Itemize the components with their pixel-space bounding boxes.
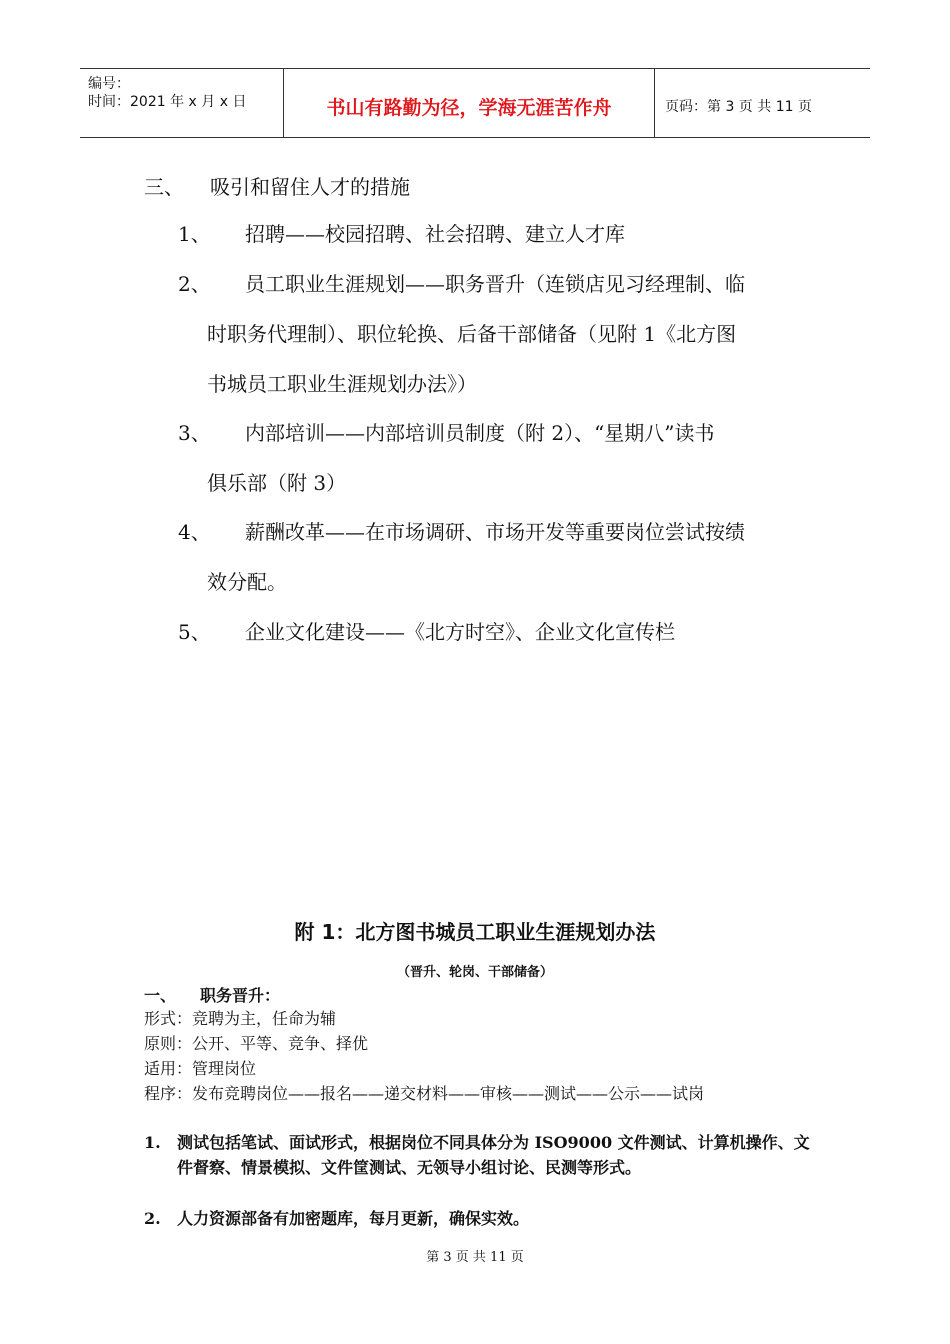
appendix-heading-number: 一、 [144, 986, 177, 1005]
appendix-numbered-item [144, 1130, 814, 1180]
header-page-cell [655, 69, 870, 137]
section-heading [144, 171, 410, 200]
header-motto: 书山有路勤为径，学海无涯苦作舟 [326, 97, 612, 119]
appendix-heading-text: 职务晋升： [200, 986, 281, 1005]
section-number: 三、 [144, 175, 184, 199]
page-footer: 第 3 页 共 11 页 [426, 1250, 524, 1265]
list-item [178, 607, 818, 657]
list-item-number: 3、 [178, 421, 211, 445]
list-item [178, 259, 818, 409]
list-item [178, 507, 818, 607]
list-item-continuation: 时职务代理制）、职位轮换、后备干部储备（见附 1《北方图 [207, 322, 737, 346]
appendix-item-text: 人力资源部备有加密题库，每月更新，确保实效。 [177, 1209, 530, 1228]
list-item-text: 企业文化建设——《北方时空》、企业文化宣传栏 [245, 620, 675, 644]
section-title: 吸引和留住人才的措施 [210, 175, 410, 199]
appendix-item-text: 测试包括笔试、面试形式，根据岗位不同具体分为 ISO9000 文件测试、计算机操作、文件督察、情景模拟、文件筐测试、无领导小组讨论、民测等形式。 [177, 1133, 810, 1177]
appendix-line-principle: 原则：公开、平等、竞争、择优 [144, 1034, 369, 1053]
appendix-line-scope: 适用：管理岗位 [144, 1059, 257, 1078]
appendix-subtitle: （晋升、轮岗、干部储备） [396, 965, 553, 980]
appendix-line-procedure: 程序：发布竞聘岗位——报名——递交材料——审核——测试——公示——试岗 [144, 1084, 705, 1103]
appendix-heading [144, 983, 280, 1006]
list-item-continuation: 书城员工职业生涯规划办法》） [207, 372, 477, 396]
appendix-item-number: 2. [144, 1209, 161, 1228]
list-item-text: 内部培训——内部培训员制度（附 2）、“星期八”读书 [245, 421, 715, 445]
list-item-continuation: 俱乐部（附 3） [207, 471, 347, 495]
appendix-line-form: 形式：竞聘为主，任命为辅 [144, 1009, 337, 1028]
list-item-number: 2、 [178, 272, 211, 296]
appendix-numbered-item [144, 1206, 814, 1231]
list-item-text: 员工职业生涯规划——职务晋升（连锁店见习经理制、临 [245, 272, 745, 296]
list-item-number: 4、 [178, 520, 211, 544]
appendix-title: 附 1：北方图书城员工职业生涯规划办法 [294, 920, 656, 944]
list-item-text: 招聘——校园招聘、社会招聘、建立人才库 [245, 222, 625, 246]
list-item-number: 5、 [178, 620, 211, 644]
header-page-info: 页码：第 3 页 共 11 页 [665, 99, 812, 115]
header-meta-cell [80, 69, 284, 137]
document-number-label: 编号： [88, 76, 130, 92]
list-item-text: 薪酬改革——在市场调研、市场开发等重要岗位尝试按绩 [245, 520, 745, 544]
header-motto-cell [284, 69, 655, 137]
list-item-number: 1、 [178, 222, 211, 246]
document-time-label: 时间：2021 年 x 月 x 日 [88, 94, 247, 110]
list-item [178, 209, 818, 259]
list-item-continuation: 效分配。 [207, 570, 287, 594]
appendix-item-number: 1. [144, 1133, 161, 1152]
header-table [80, 68, 870, 138]
list-item [178, 408, 818, 508]
